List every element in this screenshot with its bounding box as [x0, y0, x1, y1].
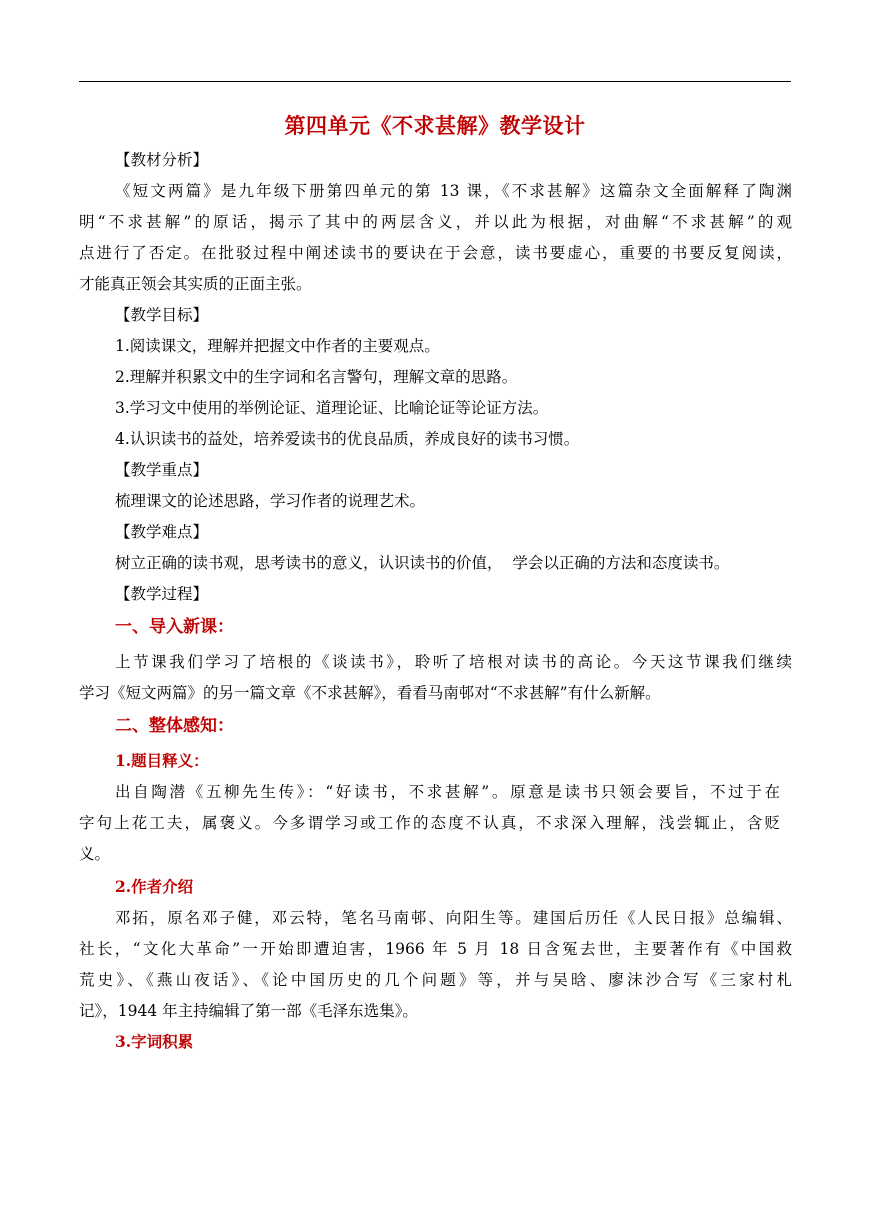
header-rule: [79, 81, 791, 82]
sub1-line-1: 出自陶潜《五柳先生传》：“好读书，不求甚解”。原意是读书只领会要旨，不过于在: [115, 783, 780, 801]
sub1-line-2: 字句上花工夫，属褒义。今多谓学习或工作的态度不认真，不求深入理解，浅尝辄止，含贬: [79, 814, 780, 832]
analysis-line-1: 《短文两篇》是九年级下册第四单元的第 13 课，《不求甚解》这篇杂文全面解释了陶渊: [115, 182, 792, 200]
part2-sub3-heading: 3.字词积累: [115, 1032, 194, 1051]
section-heading-analysis: 【教材分析】: [115, 151, 209, 169]
sub2-line-4: 记》，1944 年主持编辑了第一部《毛泽东选集》。: [79, 1002, 418, 1020]
key-points-text: 梳理课文的论述思路，学习作者的说理艺术。: [115, 492, 426, 510]
sub1-line-3: 义。: [79, 845, 111, 863]
section-heading-process: 【教学过程】: [115, 585, 209, 603]
section-heading-key-points: 【教学重点】: [115, 461, 209, 479]
section-heading-difficulties: 【教学难点】: [115, 523, 209, 541]
part2-sub2-heading: 2.作者介绍: [115, 877, 194, 896]
difficulties-text: 树立正确的读书观，思考读书的意义，认识读书的价值， 学会以正确的方法和态度读书。: [115, 554, 730, 572]
part1-line-2: 学习《短文两篇》的另一篇文章《不求甚解》，看看马南邨对“不求甚解”有什么新解。: [79, 684, 661, 702]
goal-item-3: 3.学习文中使用的举例论证、道理论证、比喻论证等论证方法。: [115, 399, 549, 417]
part1-line-1: 上节课我们学习了培根的《谈读书》，聆听了培根对读书的高论。今天这节课我们继续: [115, 653, 792, 671]
document-title: 第四单元《不求甚解》教学设计: [284, 113, 586, 138]
sub2-line-1: 邓拓，原名邓子健，邓云特，笔名马南邨、向阳生等。建国后历任《人民日报》总编辑、: [115, 909, 792, 927]
sub2-line-3: 荒史》、《燕山夜话》、《论中国历史的几个问题》等，并与吴晗、廖沫沙合写《三家村札: [79, 971, 792, 989]
process-part1-heading: 一、导入新课：: [115, 617, 234, 637]
sub2-line-2: 社长，“文化大革命”一开始即遭迫害，1966 年 5 月 18 日含冤去世，主要著作有《中国救: [79, 940, 792, 958]
part2-sub1-heading: 1.题目释义：: [115, 751, 209, 770]
goal-item-1: 1.阅读课文，理解并把握文中作者的主要观点。: [115, 337, 440, 355]
analysis-line-3: 点进行了否定。在批驳过程中阐述读书的要诀在于会意，读书要虚心，重要的书要反复阅读，: [79, 244, 792, 262]
process-part2-heading: 二、整体感知：: [115, 716, 234, 736]
section-heading-goals: 【教学目标】: [115, 306, 209, 324]
analysis-line-2: 明“不求甚解”的原话，揭示了其中的两层含义，并以此为根据，对曲解“不求甚解”的观: [79, 213, 792, 231]
goal-item-4: 4.认识读书的益处，培养爱读书的优良品质，养成良好的读书习惯。: [115, 430, 580, 448]
goal-item-2: 2.理解并积累文中的生字词和名言警句，理解文章的思路。: [115, 368, 518, 386]
analysis-line-4: 才能真正领会其实质的正面主张。: [79, 275, 312, 293]
